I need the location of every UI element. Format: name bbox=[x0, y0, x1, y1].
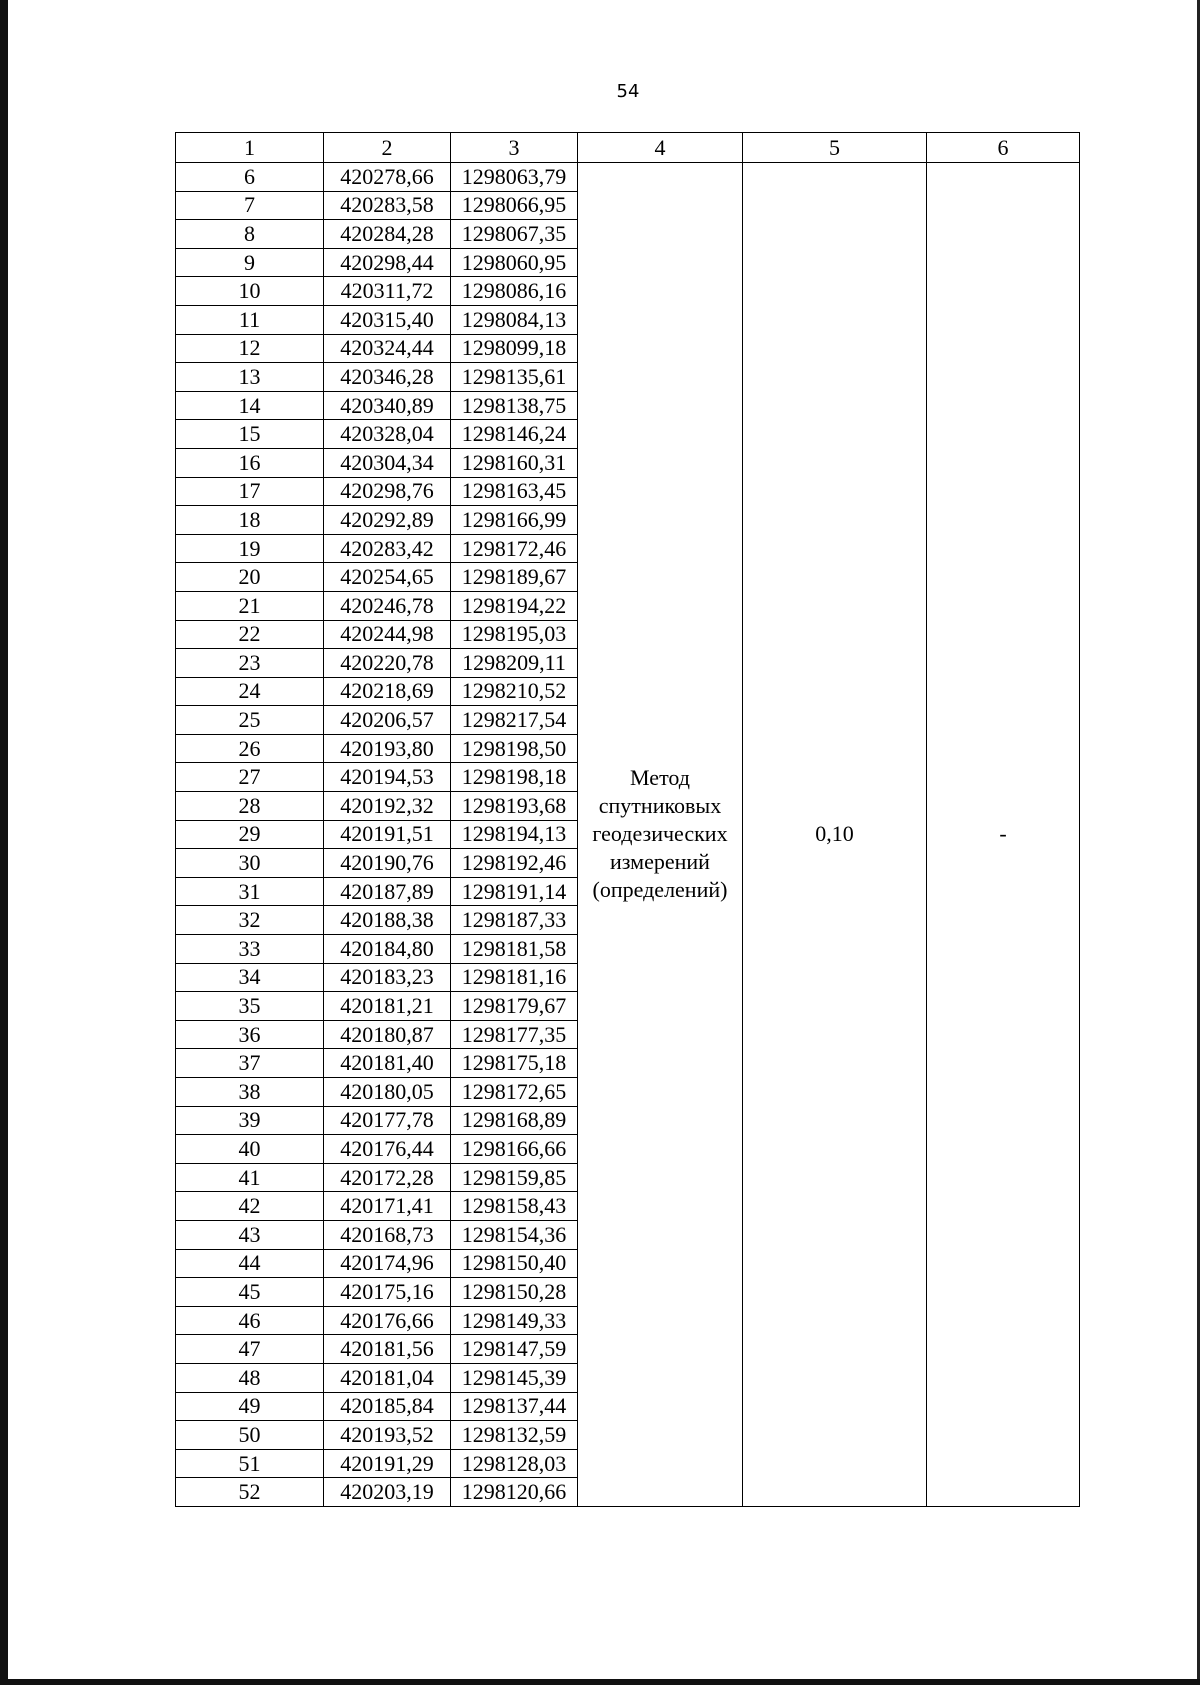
point-number-cell: 24 bbox=[176, 677, 324, 706]
table-body bbox=[176, 163, 1080, 1507]
y-coordinate-cell: 1298128,03 bbox=[451, 1449, 578, 1478]
y-coordinate-cell: 1298187,33 bbox=[451, 906, 578, 935]
point-number-cell: 27 bbox=[176, 763, 324, 792]
y-coordinate-cell: 1298166,66 bbox=[451, 1135, 578, 1164]
y-coordinate-cell: 1298160,31 bbox=[451, 448, 578, 477]
point-number-cell: 11 bbox=[176, 305, 324, 334]
x-coordinate-cell: 420218,69 bbox=[324, 677, 451, 706]
x-coordinate-cell: 420172,28 bbox=[324, 1163, 451, 1192]
y-coordinate-cell: 1298166,99 bbox=[451, 506, 578, 535]
x-coordinate-cell: 420206,57 bbox=[324, 706, 451, 735]
method-text-line: спутниковых bbox=[598, 793, 722, 819]
point-number-cell: 20 bbox=[176, 563, 324, 592]
point-number-cell: 51 bbox=[176, 1449, 324, 1478]
header-col-5: 5 bbox=[743, 133, 927, 163]
point-number-cell: 26 bbox=[176, 734, 324, 763]
point-number-cell: 37 bbox=[176, 1049, 324, 1078]
header-col-3: 3 bbox=[451, 133, 578, 163]
y-coordinate-cell: 1298147,59 bbox=[451, 1335, 578, 1364]
point-number-cell: 31 bbox=[176, 877, 324, 906]
y-coordinate-cell: 1298181,16 bbox=[451, 963, 578, 992]
y-coordinate-cell: 1298137,44 bbox=[451, 1392, 578, 1421]
x-coordinate-cell: 420292,89 bbox=[324, 506, 451, 535]
point-number-cell: 10 bbox=[176, 277, 324, 306]
x-coordinate-cell: 420193,52 bbox=[324, 1421, 451, 1450]
point-number-cell: 29 bbox=[176, 820, 324, 849]
table-row bbox=[176, 163, 1080, 192]
point-number-cell: 16 bbox=[176, 448, 324, 477]
point-number-cell: 36 bbox=[176, 1020, 324, 1049]
x-coordinate-cell: 420191,51 bbox=[324, 820, 451, 849]
point-number-cell: 40 bbox=[176, 1135, 324, 1164]
y-coordinate-cell: 1298120,66 bbox=[451, 1478, 578, 1507]
header-col-2: 2 bbox=[324, 133, 451, 163]
method-text-line: Метод bbox=[630, 765, 690, 791]
y-coordinate-cell: 1298150,40 bbox=[451, 1249, 578, 1278]
point-number-cell: 34 bbox=[176, 963, 324, 992]
point-number-cell: 48 bbox=[176, 1363, 324, 1392]
y-coordinate-cell: 1298195,03 bbox=[451, 620, 578, 649]
y-coordinate-cell: 1298163,45 bbox=[451, 477, 578, 506]
y-coordinate-cell: 1298066,95 bbox=[451, 191, 578, 220]
y-coordinate-cell: 1298084,13 bbox=[451, 305, 578, 334]
y-coordinate-cell: 1298067,35 bbox=[451, 220, 578, 249]
x-coordinate-cell: 420246,78 bbox=[324, 591, 451, 620]
y-coordinate-cell: 1298150,28 bbox=[451, 1278, 578, 1307]
point-number-cell: 8 bbox=[176, 220, 324, 249]
x-coordinate-cell: 420244,98 bbox=[324, 620, 451, 649]
x-coordinate-cell: 420183,23 bbox=[324, 963, 451, 992]
y-coordinate-cell: 1298168,89 bbox=[451, 1106, 578, 1135]
x-coordinate-cell: 420194,53 bbox=[324, 763, 451, 792]
method-text-line: геодезических bbox=[592, 821, 728, 847]
y-coordinate-cell: 1298172,65 bbox=[451, 1078, 578, 1107]
y-coordinate-cell: 1298138,75 bbox=[451, 391, 578, 420]
y-coordinate-cell: 1298154,36 bbox=[451, 1220, 578, 1249]
point-number-cell: 6 bbox=[176, 163, 324, 192]
x-coordinate-cell: 420168,73 bbox=[324, 1220, 451, 1249]
x-coordinate-cell: 420298,76 bbox=[324, 477, 451, 506]
y-coordinate-cell: 1298194,22 bbox=[451, 591, 578, 620]
point-number-cell: 13 bbox=[176, 363, 324, 392]
x-coordinate-cell: 420171,41 bbox=[324, 1192, 451, 1221]
x-coordinate-cell: 420190,76 bbox=[324, 849, 451, 878]
point-number-cell: 39 bbox=[176, 1106, 324, 1135]
y-coordinate-cell: 1298159,85 bbox=[451, 1163, 578, 1192]
x-coordinate-cell: 420176,44 bbox=[324, 1135, 451, 1164]
x-coordinate-cell: 420181,04 bbox=[324, 1363, 451, 1392]
point-number-cell: 42 bbox=[176, 1192, 324, 1221]
x-coordinate-cell: 420185,84 bbox=[324, 1392, 451, 1421]
y-coordinate-cell: 1298217,54 bbox=[451, 706, 578, 735]
x-coordinate-cell: 420284,28 bbox=[324, 220, 451, 249]
x-coordinate-cell: 420191,29 bbox=[324, 1449, 451, 1478]
header-col-4: 4 bbox=[578, 133, 743, 163]
point-number-cell: 21 bbox=[176, 591, 324, 620]
table-header-row bbox=[176, 133, 1080, 163]
point-number-cell: 22 bbox=[176, 620, 324, 649]
page-number: 54 bbox=[616, 81, 640, 102]
y-coordinate-cell: 1298209,11 bbox=[451, 649, 578, 678]
point-number-cell: 45 bbox=[176, 1278, 324, 1307]
point-number-cell: 46 bbox=[176, 1306, 324, 1335]
y-coordinate-cell: 1298149,33 bbox=[451, 1306, 578, 1335]
point-number-cell: 28 bbox=[176, 792, 324, 821]
point-number-cell: 32 bbox=[176, 906, 324, 935]
x-coordinate-cell: 420188,38 bbox=[324, 906, 451, 935]
x-coordinate-cell: 420311,72 bbox=[324, 277, 451, 306]
x-coordinate-cell: 420203,19 bbox=[324, 1478, 451, 1507]
x-coordinate-cell: 420340,89 bbox=[324, 391, 451, 420]
y-coordinate-cell: 1298172,46 bbox=[451, 534, 578, 563]
y-coordinate-cell: 1298192,46 bbox=[451, 849, 578, 878]
x-coordinate-cell: 420220,78 bbox=[324, 649, 451, 678]
y-coordinate-cell: 1298060,95 bbox=[451, 248, 578, 277]
x-coordinate-cell: 420328,04 bbox=[324, 420, 451, 449]
method-cell bbox=[578, 163, 743, 1507]
y-coordinate-cell: 1298191,14 bbox=[451, 877, 578, 906]
x-coordinate-cell: 420180,87 bbox=[324, 1020, 451, 1049]
point-number-cell: 19 bbox=[176, 534, 324, 563]
y-coordinate-cell: 1298063,79 bbox=[451, 163, 578, 192]
point-number-cell: 52 bbox=[176, 1478, 324, 1507]
y-coordinate-cell: 1298135,61 bbox=[451, 363, 578, 392]
x-coordinate-cell: 420180,05 bbox=[324, 1078, 451, 1107]
y-coordinate-cell: 1298210,52 bbox=[451, 677, 578, 706]
header-col-6: 6 bbox=[927, 133, 1080, 163]
x-coordinate-cell: 420187,89 bbox=[324, 877, 451, 906]
x-coordinate-cell: 420254,65 bbox=[324, 563, 451, 592]
x-coordinate-cell: 420283,58 bbox=[324, 191, 451, 220]
y-coordinate-cell: 1298194,13 bbox=[451, 820, 578, 849]
y-coordinate-cell: 1298158,43 bbox=[451, 1192, 578, 1221]
y-coordinate-cell: 1298179,67 bbox=[451, 992, 578, 1021]
x-coordinate-cell: 420174,96 bbox=[324, 1249, 451, 1278]
x-coordinate-cell: 420181,56 bbox=[324, 1335, 451, 1364]
y-coordinate-cell: 1298132,59 bbox=[451, 1421, 578, 1450]
x-coordinate-cell: 420193,80 bbox=[324, 734, 451, 763]
coordinates-table bbox=[175, 132, 1080, 1507]
y-coordinate-cell: 1298145,39 bbox=[451, 1363, 578, 1392]
point-number-cell: 35 bbox=[176, 992, 324, 1021]
method-text-line: измерений bbox=[610, 849, 710, 875]
point-number-cell: 9 bbox=[176, 248, 324, 277]
y-coordinate-cell: 1298189,67 bbox=[451, 563, 578, 592]
y-coordinate-cell: 1298181,58 bbox=[451, 935, 578, 964]
x-coordinate-cell: 420298,44 bbox=[324, 248, 451, 277]
x-coordinate-cell: 420278,66 bbox=[324, 163, 451, 192]
x-coordinate-cell: 420192,32 bbox=[324, 792, 451, 821]
point-number-cell: 25 bbox=[176, 706, 324, 735]
y-coordinate-cell: 1298175,18 bbox=[451, 1049, 578, 1078]
point-number-cell: 41 bbox=[176, 1163, 324, 1192]
point-number-cell: 38 bbox=[176, 1078, 324, 1107]
accuracy-cell: 0,10 bbox=[743, 163, 927, 1507]
x-coordinate-cell: 420346,28 bbox=[324, 363, 451, 392]
x-coordinate-cell: 420315,40 bbox=[324, 305, 451, 334]
method-text-line: (определений) bbox=[592, 877, 728, 903]
y-coordinate-cell: 1298099,18 bbox=[451, 334, 578, 363]
point-number-cell: 7 bbox=[176, 191, 324, 220]
x-coordinate-cell: 420181,21 bbox=[324, 992, 451, 1021]
header-col-1: 1 bbox=[176, 133, 324, 163]
x-coordinate-cell: 420304,34 bbox=[324, 448, 451, 477]
point-number-cell: 18 bbox=[176, 506, 324, 535]
y-coordinate-cell: 1298146,24 bbox=[451, 420, 578, 449]
scan-edge-bottom bbox=[0, 1679, 1200, 1685]
x-coordinate-cell: 420175,16 bbox=[324, 1278, 451, 1307]
x-coordinate-cell: 420184,80 bbox=[324, 935, 451, 964]
point-number-cell: 30 bbox=[176, 849, 324, 878]
point-number-cell: 44 bbox=[176, 1249, 324, 1278]
column-6-cell: - bbox=[927, 163, 1080, 1507]
point-number-cell: 50 bbox=[176, 1421, 324, 1450]
y-coordinate-cell: 1298198,18 bbox=[451, 763, 578, 792]
point-number-cell: 17 bbox=[176, 477, 324, 506]
point-number-cell: 43 bbox=[176, 1220, 324, 1249]
point-number-cell: 49 bbox=[176, 1392, 324, 1421]
y-coordinate-cell: 1298193,68 bbox=[451, 792, 578, 821]
point-number-cell: 14 bbox=[176, 391, 324, 420]
y-coordinate-cell: 1298177,35 bbox=[451, 1020, 578, 1049]
point-number-cell: 12 bbox=[176, 334, 324, 363]
y-coordinate-cell: 1298198,50 bbox=[451, 734, 578, 763]
scan-edge-left bbox=[0, 0, 8, 1685]
point-number-cell: 15 bbox=[176, 420, 324, 449]
x-coordinate-cell: 420181,40 bbox=[324, 1049, 451, 1078]
point-number-cell: 47 bbox=[176, 1335, 324, 1364]
x-coordinate-cell: 420324,44 bbox=[324, 334, 451, 363]
x-coordinate-cell: 420176,66 bbox=[324, 1306, 451, 1335]
point-number-cell: 23 bbox=[176, 649, 324, 678]
x-coordinate-cell: 420177,78 bbox=[324, 1106, 451, 1135]
point-number-cell: 33 bbox=[176, 935, 324, 964]
x-coordinate-cell: 420283,42 bbox=[324, 534, 451, 563]
y-coordinate-cell: 1298086,16 bbox=[451, 277, 578, 306]
